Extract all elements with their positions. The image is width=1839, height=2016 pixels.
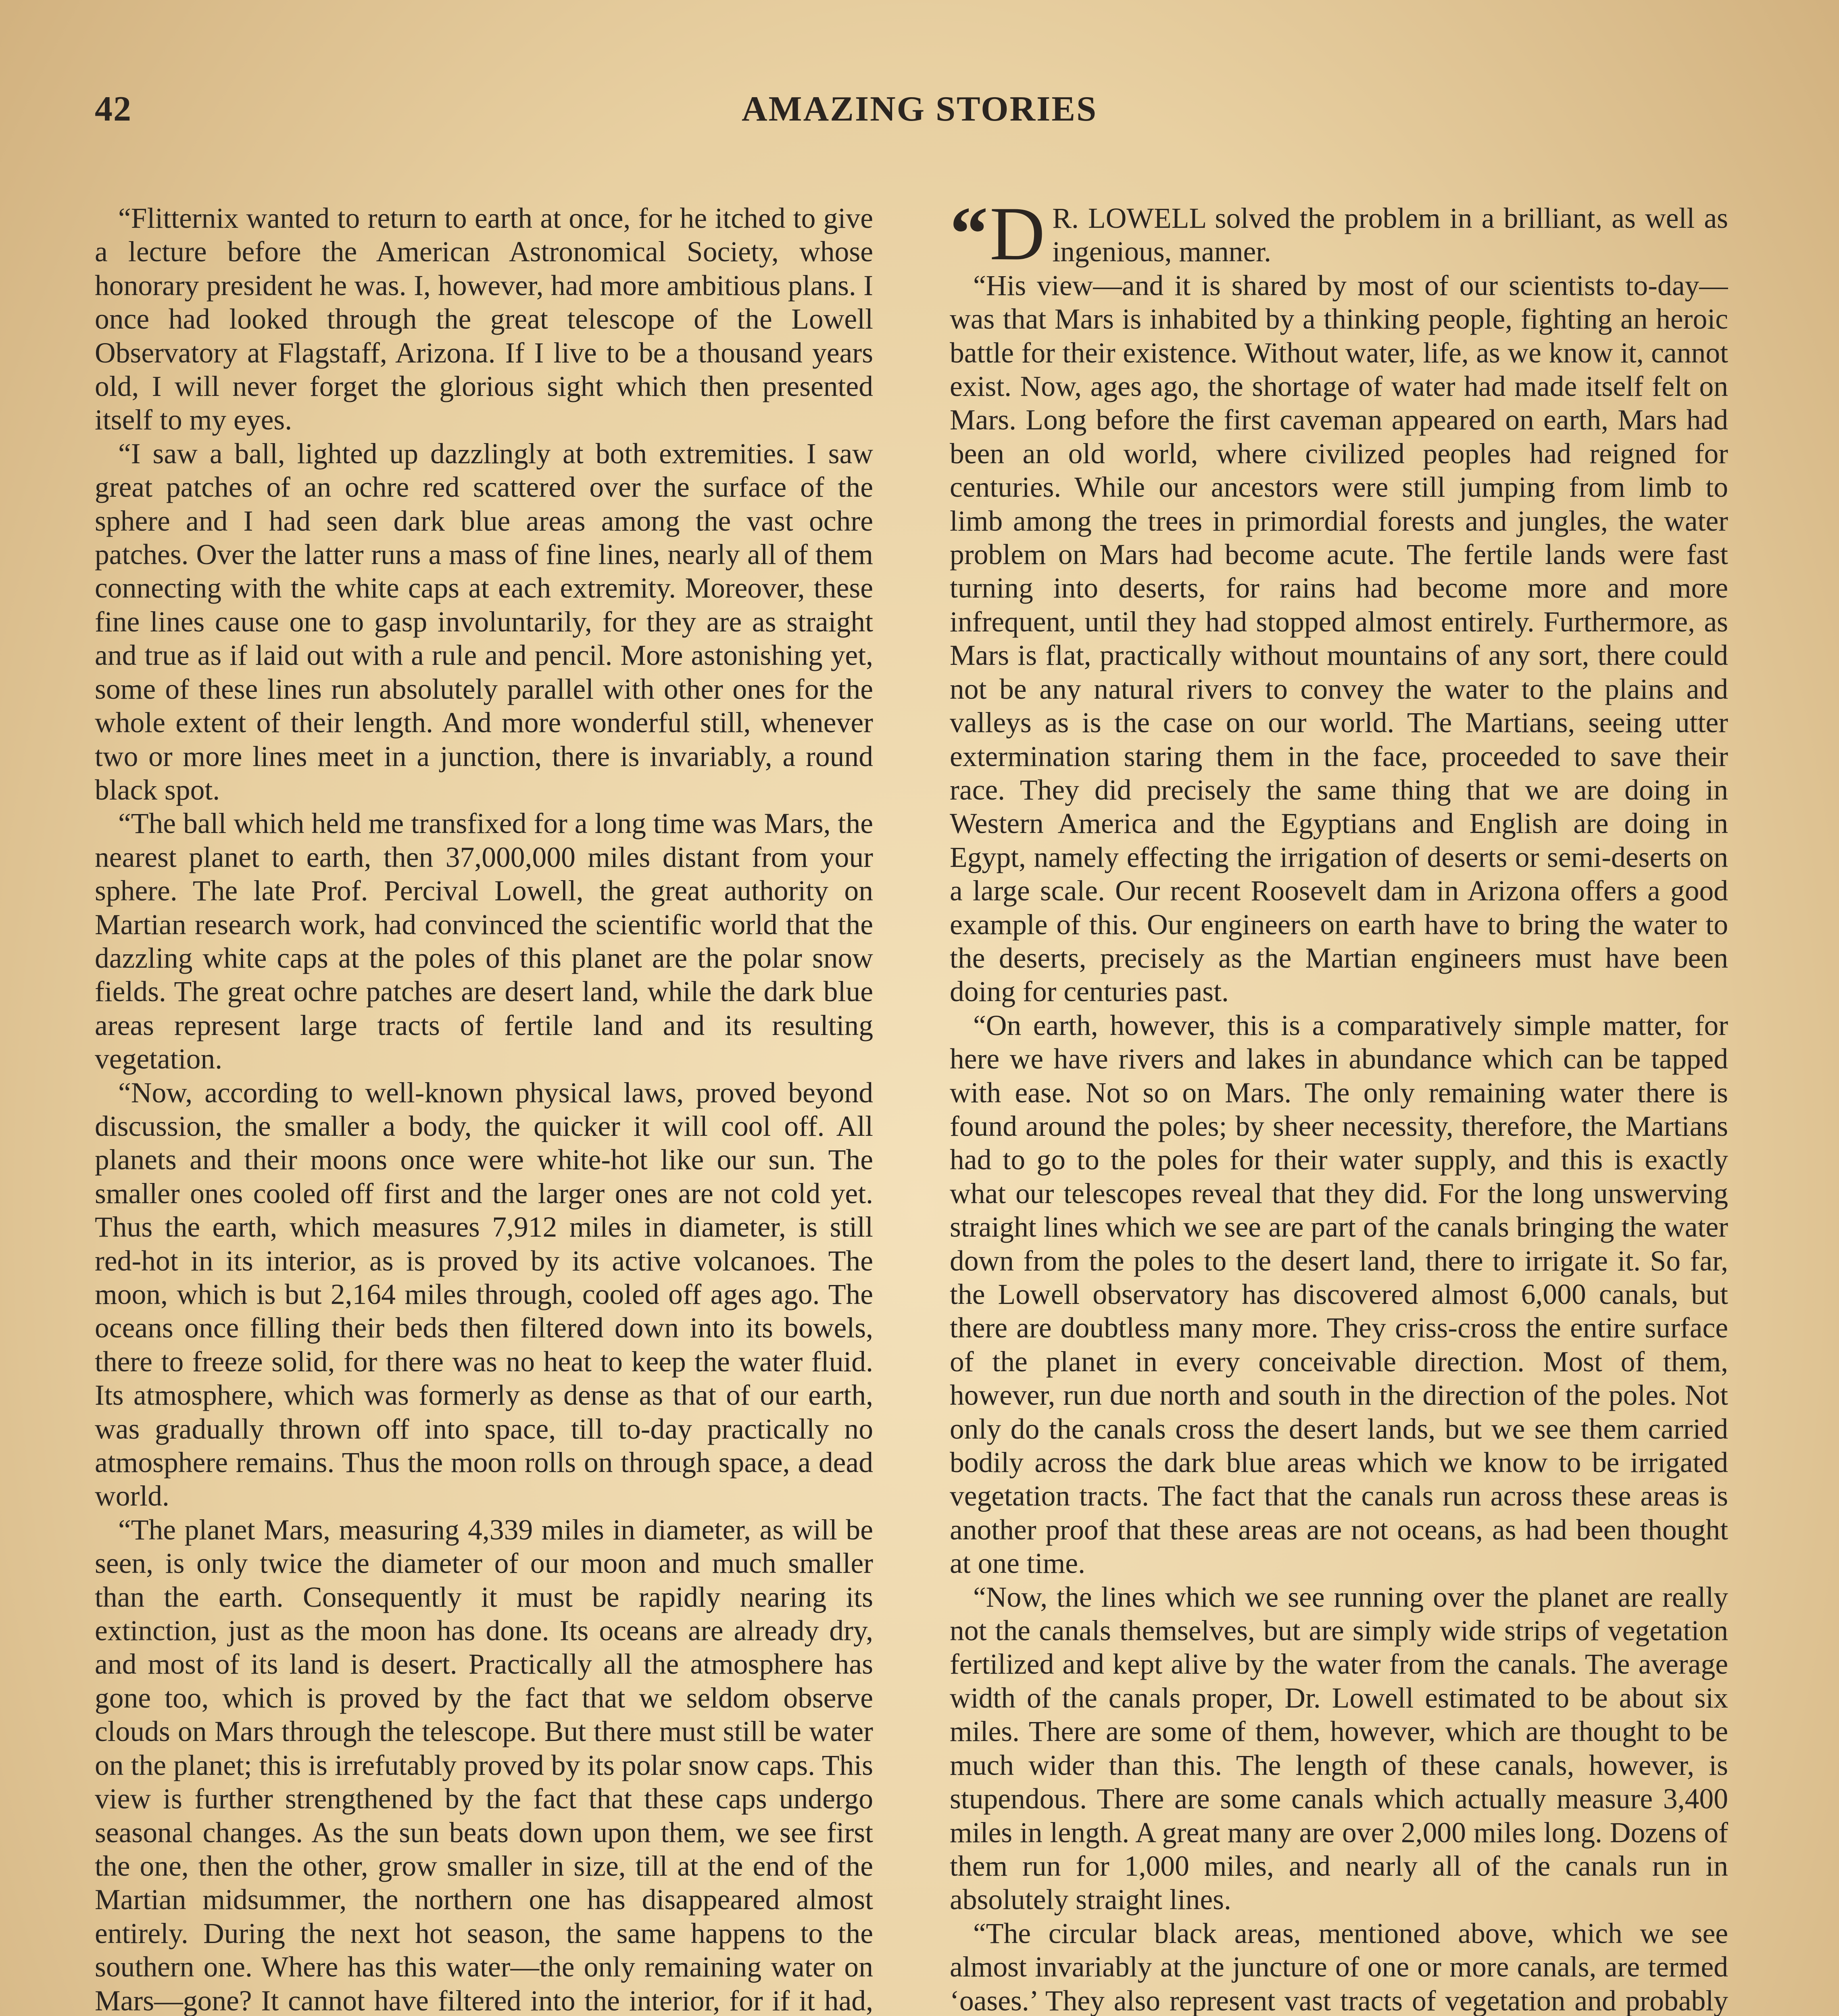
page-header bbox=[0, 89, 1839, 141]
paragraph: “On earth, however, this is a comparatively simple matter, for here we have rivers and lakes in abundance which can be tapped with ease. Not so on Mars. The only remaining water there is found around the poles; by sheer necessity, therefore, the Martians had to go to the poles for their water supply, and this is exactly what our telescopes reveal that they did. For the long unswerving straight lines which we see are part of the canals bringing the water down from the poles to the desert land, there to irrigate it. So far, the Lowell observatory has discovered almost 6,000 canals, but there are doubtless many more. They criss-cross the entire surface of the planet in every conceivable direction. Most of them, however, run due north and south in the direction of the poles. Not only do the canals cross the desert lands, but we see them carried bodily across the dark blue areas which we know to be irrigated vegetation tracts. The fact that the canals run across these areas is another proof that these areas are not oceans, as had been thought at one time. bbox=[950, 1009, 1728, 1580]
paragraph: “Flitternix wanted to return to earth at once, for he itched to give a lecture before the American Astronomical Society, whose honorary president he was. I, however, had more ambitious plans. I once had looked through the great telescope of the Lowell Observatory at Flagstaff, Arizona. If I live to be a thousand years old, I will never forget the glorious sight which then presented itself to my eyes. bbox=[95, 202, 873, 436]
lead-paragraph bbox=[950, 202, 1728, 276]
running-title: AMAZING STORIES bbox=[741, 90, 1098, 129]
paragraph: “The circular black areas, mentioned above, which we see almost invariably at the juncture of one or more canals, are termed ‘oases.’ They also represent vast tracts of vegetation and probably bbox=[950, 1917, 1728, 2016]
paragraph: “His view—and it is shared by most of our scientists to-day—was that Mars is inhabited by a thinking people, fighting an heroic battle for their existence. Without water, life, as we know it, cannot exist. Now, ages ago, the shortage of water had made itself felt on Mars. Long before the first caveman appeared on earth, Mars had been an old world, where civilized peoples had reigned for centuries. While our ancestors were still jumping from limb to limb among the trees in primordial forests and jungles, the water problem on Mars had become acute. The fertile lands were fast turning into deserts, for rains had become more and more infrequent, until they had stopped almost entirely. Furthermore, as Mars is flat, practically without mountains of any sort, there could not be any natural rivers to convey the water to the plains and valleys as is the case on our world. The Martians, seeing utter extermination staring them in the face, proceeded to save their race. They did precisely the same thing that we are doing in Western America and the Egyptians and English are doing in Egypt, namely effecting the irrigation of deserts or semi-deserts on a large scale. Our recent Roosevelt dam in Arizona offers a good example of this. Our engineers on earth have to bring the water to the deserts, precisely as the Martian engineers must have been doing for centuries past. bbox=[950, 269, 1728, 1008]
paragraph: “The ball which held me transfixed for a long time was Mars, the nearest planet to earth, then 37,000,000 miles distant from your sphere. The late Prof. Percival Lowell, the great authority on Martian research work, had convinced the scientific world that the dazzling white caps at the poles of this planet are the polar snow fields. The great ochre patches are desert land, while the dark blue areas represent large tracts of fertile land and its resulting vegetation. bbox=[95, 808, 873, 1075]
page-number: 42 bbox=[95, 90, 132, 129]
paragraph: “I saw a ball, lighted up dazzlingly at both extremities. I saw great patches of an ochre red scattered over the surface of the sphere and I had seen dark blue areas among the vast ochre patches. Over the latter runs a mass of fine lines, nearly all of them connecting with the white caps at each extremity. Moreover, these fine lines cause one to gasp involuntarily, for they are as straight and true as if laid out with a rule and pencil. More astonishing yet, some of these lines run absolutely parallel with other ones for the whole extent of their length. And more wonderful still, whenever two or more lines meet in a junction, there is invariably, a round black spot. bbox=[95, 437, 873, 806]
paragraph: “The planet Mars, measuring 4,339 miles in diameter, as will be seen, is only twice the diameter of our moon and much smaller than the earth. Consequently it must be rapidly nearing its extinction, just as the moon has done. Its oceans are already dry, and most of its land is desert. Practically all the atmosphere has gone too, which is proved by the fact that we seldom observe clouds on Mars through the telescope. But there must still be water on the planet; this is irrefutably proved by its polar snow caps. This view is further strengthened by the fact that these caps undergo seasonal changes. As the sun beats down upon them, we see first the one, then the other, grow smaller in size, till at the end of the Martian midsummer, the northern one has disappeared almost entirely. During the next hot season, the same happens to the southern one. Where has this water—the only remaining water on Mars—gone? It cannot have filtered into the interior, for if it had, bbox=[95, 1514, 873, 2016]
lead-text: R. LOWELL solved the problem in a brilliant, as well as ingenious, manner. bbox=[1052, 202, 1728, 268]
paragraph: “Now, the lines which we see running over the planet are really not the canals themselves, but are simply wide strips of vegetation fertilized and kept alive by the water from the canals. The average width of the canals proper, Dr. Lowell estimated to be about six miles. There are some of them, however, which are thought to be much wider than this. The length of these canals, however, is stupendous. There are some canals which actually measure 3,400 miles in length. A great many are over 2,000 miles long. Dozens of them run for 1,000 miles, and nearly all of the canals run in absolutely straight lines. bbox=[950, 1581, 1728, 1916]
right-column bbox=[950, 202, 1728, 2016]
paragraph: “Now, according to well-known physical laws, proved beyond discussion, the smaller a body, the quicker it will cool off. All planets and their moons once were white-hot like our sun. The smaller ones cooled off first and the larger ones are not cold yet. Thus the earth, which measures 7,912 miles in diameter, is still red-hot in its interior, as is proved by its active volcanoes. The moon, which is but 2,164 miles through, cooled off ages ago. The oceans once filling their beds then filtered down into its bowels, there to freeze solid, for there was no heat to keep the water fluid. Its atmosphere, which was formerly as dense as that of our earth, was gradually thrown off into space, till to-day practically no atmosphere remains. Thus the moon rolls on through space, a dead world. bbox=[95, 1077, 873, 1512]
drop-cap: D bbox=[990, 202, 1045, 276]
drop-open-quote: “ bbox=[950, 202, 988, 276]
left-column bbox=[95, 202, 873, 2016]
